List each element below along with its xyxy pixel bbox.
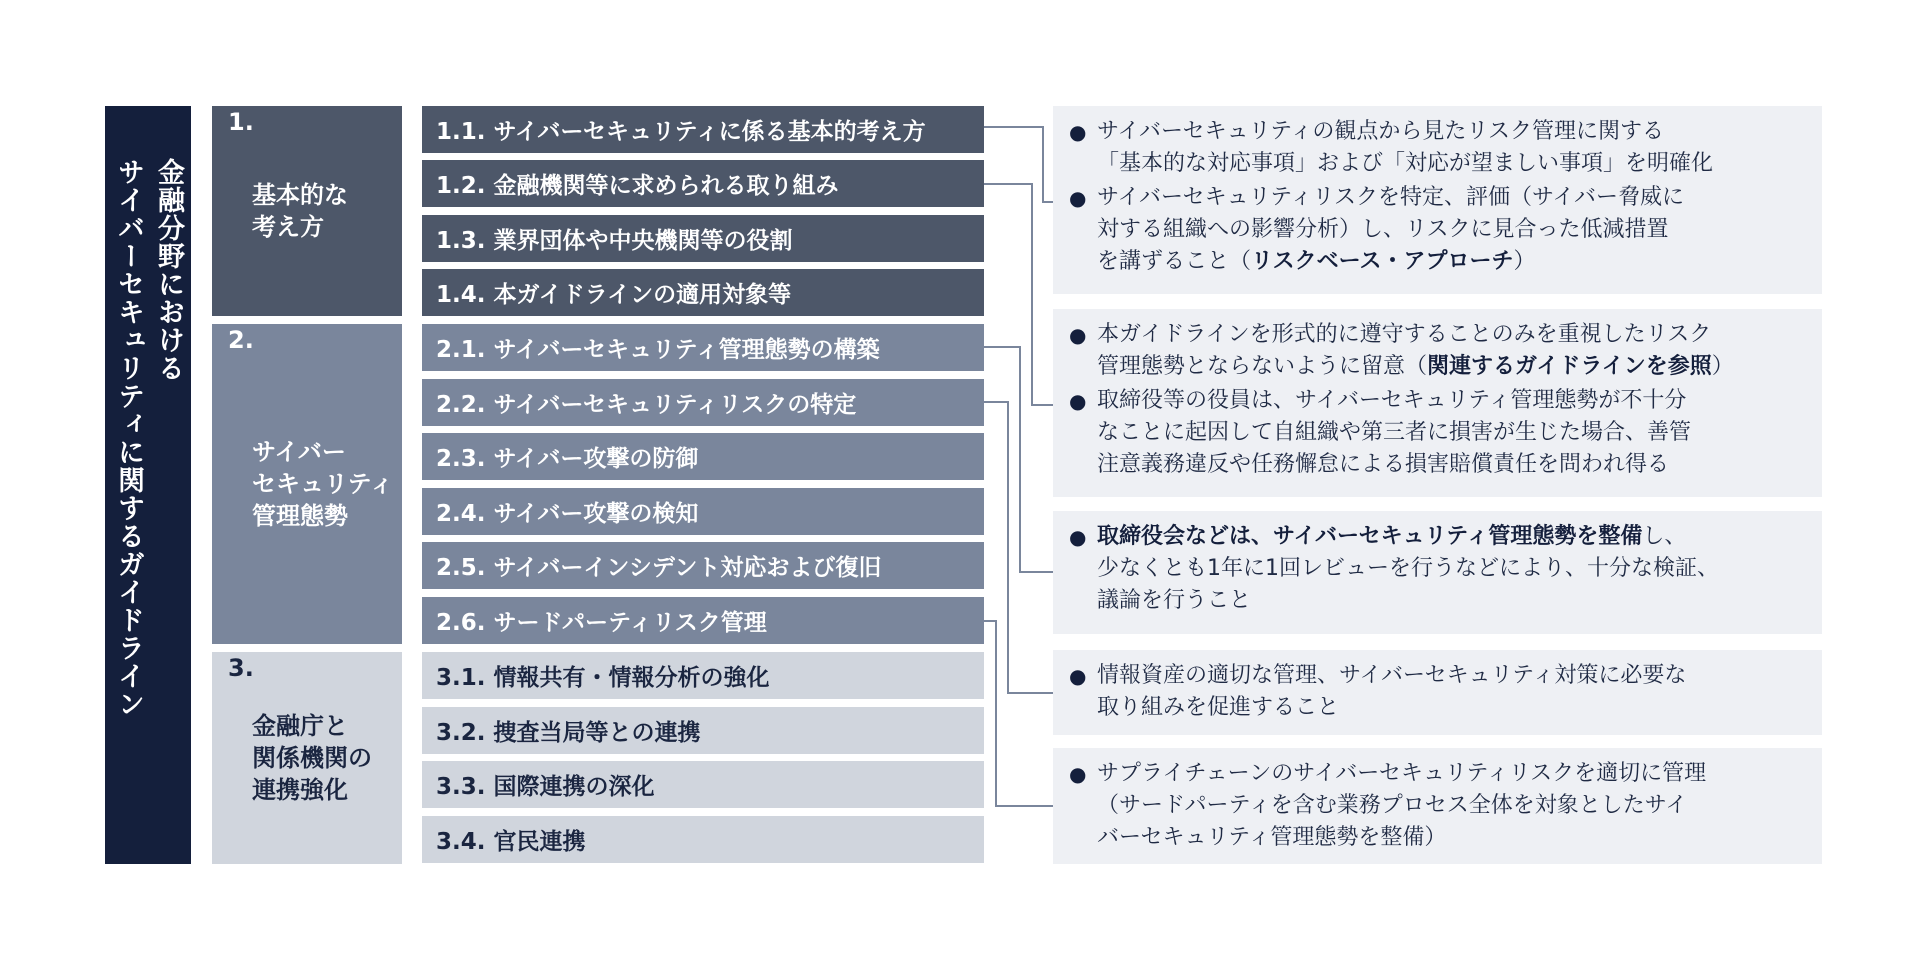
connector-2-6 [984,621,1053,806]
group-number: 1. [228,108,254,136]
bullet-dot-icon: ● [1069,323,1087,347]
section-2-1: 2.1. サイバーセキュリティ管理態勢の構築 [422,324,984,371]
group-label: サイバー セキュリティ 管理態勢 [252,438,394,530]
connector-2-2 [984,402,1053,693]
section-3-3: 3.3. 国際連携の深化 [422,761,984,808]
bullet-dot-icon: ● [1069,525,1087,549]
connector-2-1 [984,347,1053,572]
bullet-text: 取締役等の役員は、サイバーセキュリティ管理態勢が不十分 なことに起因して自組織や第三者に損害が生じた場合、善管 注意義務違反や任務懈怠による損害賠償責任を問われ得る [1097,388,1692,477]
section-2-3: 2.3. サイバー攻撃の防御 [422,433,984,480]
bullet-dot-icon: ● [1069,120,1087,144]
group-label: 金融庁と 関係機関の 連携強化 [252,712,372,804]
bullet-bold-text: リスクベース・アプローチ [1251,249,1514,274]
bullet-bold-text: 取締役会などは、サイバーセキュリティ管理態勢を整備 [1097,524,1643,549]
section-2-2: 2.2. サイバーセキュリティリスクの特定 [422,379,984,426]
bullet-dot-icon: ● [1069,664,1087,688]
section-1-1: 1.1. サイバーセキュリティに係る基本的考え方 [422,106,984,153]
bullet-text: サイバーセキュリティの観点から見たリスク管理に関する 「基本的な対応事項」および「対応が望ましい事項」を明確化 [1097,119,1714,176]
bullet-text: サプライチェーンのサイバーセキュリティリスクを適切に管理 （サードパーティを含む業務プロセス全体を対象としたサイ バーセキュリティ管理態勢を整備） [1097,761,1707,850]
bullet-text: 情報資産の適切な管理、サイバーセキュリティ対策に必要な 取り組みを促進すること [1097,663,1687,720]
connector-1-1 [984,127,1053,202]
section-3-4: 3.4. 官民連携 [422,816,984,863]
section-2-5: 2.5. サイバーインシデント対応および復旧 [422,542,984,589]
guideline-title: 金融分野における サイバーセキュリティに関するガイドライン [113,158,184,718]
section-1-3: 1.3. 業界団体や中央機関等の役割 [422,215,984,262]
group-label: 基本的な 考え方 [252,181,348,241]
section-1-4: 1.4. 本ガイドラインの適用対象等 [422,269,984,316]
bullet-dot-icon: ● [1069,389,1087,413]
bullet-text-tail: ） [1513,249,1536,274]
bullet-text-tail: ） [1711,354,1734,379]
bullet-dot-icon: ● [1069,186,1087,210]
section-2-6: 2.6. サードパーティリスク管理 [422,597,984,644]
section-1-2: 1.2. 金融機関等に求められる取り組み [422,160,984,207]
bullet-dot-icon: ● [1069,762,1087,786]
connector-1-2 [984,184,1053,405]
bullet-text: 本ガイドラインを形式的に遵守することのみを重視したリスク 管理態勢とならないように留意（ [1097,322,1712,379]
group-number: 2. [228,326,254,354]
section-3-1: 3.1. 情報共有・情報分析の強化 [422,652,984,699]
group-number: 3. [228,654,254,682]
bullet-text: サイバーセキュリティリスクを特定、評価（サイバー脅威に 対する組織への影響分析）し、リスクに見合った低減措置 を講ずること（ [1097,185,1684,274]
bullet-text-tail: し、 少なくとも1年に1回レビューを行うなどにより、十分な検証、 議論を行うこと [1097,524,1719,613]
section-3-2: 3.2. 捜査当局等との連携 [422,707,984,754]
section-2-4: 2.4. サイバー攻撃の検知 [422,488,984,535]
bullet-bold-text: 関連するガイドラインを参照 [1427,354,1712,379]
